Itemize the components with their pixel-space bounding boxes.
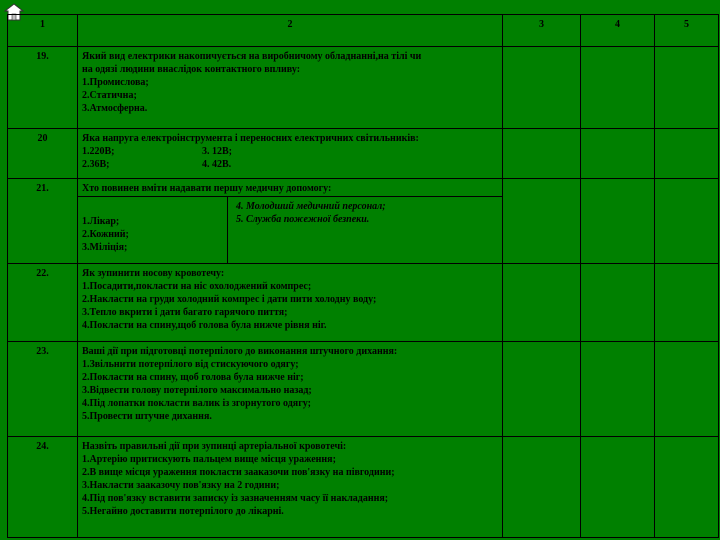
question-line: Яка напруга електроінструмента і переносних електричних світильників: [82, 133, 419, 144]
answer-option: 3.Атмосферна. [82, 103, 148, 114]
question-row-23 [8, 342, 719, 437]
question-line: Ваші дії при підготовці потерпілого до виконання штучного дихання: [82, 346, 398, 357]
header-col-3: 3 [503, 15, 581, 47]
question-text [78, 342, 503, 437]
answer-option: 3.Тепло вкрити і дати багато гарячого пиття; [82, 307, 288, 318]
question-number: 22. [8, 264, 78, 342]
answer-cell-3[interactable] [503, 47, 581, 129]
question-row-24 [8, 437, 719, 538]
answer-cell-5[interactable] [655, 179, 719, 264]
question-text [78, 264, 503, 342]
answer-cell-5[interactable] [655, 264, 719, 342]
question-line: Який вид електрики накопичується на виробничому обладнанні,на тілі чи [82, 51, 422, 62]
answer-option: 1.Артерію притискують пальцем вище місця ураження; [82, 454, 336, 465]
question-number: 20 [8, 129, 78, 179]
answer-option: 4.Покласти на спину,щоб голова була нижче рівня ніг. [82, 320, 327, 331]
answer-option: 2.36В; [82, 159, 110, 170]
answer-option: 2.Накласти на груди холодний компрес і дати пити холодну воду; [82, 294, 377, 305]
answer-option: 2.Кожний; [82, 229, 129, 240]
answer-option: 1.Посадити,покласти на ніс охолоджений компрес; [82, 281, 312, 292]
answer-cell-3[interactable] [503, 179, 581, 264]
header-col-4: 4 [581, 15, 655, 47]
answer-option: 5.Негайно доставити потерпілого до лікарні. [82, 506, 284, 517]
question-line: Як зупинити носову кровотечу: [82, 268, 225, 279]
question-row-20 [8, 129, 719, 179]
answer-option: 1.Промислова; [82, 77, 149, 88]
answer-option: 3.Міліція; [82, 242, 128, 253]
answer-cell-5[interactable] [655, 437, 719, 538]
answer-cell-3[interactable] [503, 437, 581, 538]
answer-cell-4[interactable] [581, 437, 655, 538]
question-text [78, 129, 503, 179]
answer-option: 1.Лікар; [82, 216, 120, 227]
answer-option: 2.Покласти на спину, щоб голова була нижче ніг; [82, 372, 304, 383]
header-col-1: 1 [8, 15, 78, 47]
answer-cell-3[interactable] [503, 264, 581, 342]
question-text [78, 437, 503, 538]
answer-cell-5[interactable] [655, 342, 719, 437]
answer-option: 4.Під пов'язку вставити записку із зазначенням часу її накладання; [82, 493, 389, 504]
answer-option: 1.220В; [82, 146, 115, 157]
answer-option: 4.Під лопатки покласти валик із згорнутого одягу; [82, 398, 311, 409]
question-number: 21. [8, 179, 78, 264]
question-number: 19. [8, 47, 78, 129]
answer-cell-3[interactable] [503, 342, 581, 437]
question-number: 23. [8, 342, 78, 437]
answer-option: 4. 42В. [202, 159, 232, 170]
answer-option: 3. 12В; [202, 146, 232, 157]
question-row-21 [8, 179, 719, 264]
answer-option: 3.Накласти зааказочу пов'язку на 2 години; [82, 480, 280, 491]
question-text [78, 179, 503, 264]
answer-cell-5[interactable] [655, 47, 719, 129]
header-row [8, 15, 719, 47]
answer-option: 5. Служба пожежної безпеки. [236, 214, 370, 225]
answer-cell-4[interactable] [581, 179, 655, 264]
question-text [78, 47, 503, 129]
question-line: на одязі людини внаслідок контактного впливу: [82, 64, 301, 75]
answer-cell-4[interactable] [581, 47, 655, 129]
answer-cell-4[interactable] [581, 264, 655, 342]
answer-cell-5[interactable] [655, 129, 719, 179]
header-col-2: 2 [78, 15, 503, 47]
header-col-5: 5 [655, 15, 719, 47]
question-line: Назвіть правильні дії при зупинці артеріальної кровотечі: [82, 441, 347, 452]
answer-cell-3[interactable] [503, 129, 581, 179]
answer-option: 4. Молодший медичний персонал; [236, 201, 386, 212]
answer-option: 5.Провести штучне дихання. [82, 411, 212, 422]
answer-cell-4[interactable] [581, 129, 655, 179]
question-row-22 [8, 264, 719, 342]
answer-option: 1.Звільнити потерпілого від стискуючого одягу; [82, 359, 299, 370]
test-table [7, 14, 719, 538]
question-number: 24. [8, 437, 78, 538]
question-row-19 [8, 47, 719, 129]
question-line: Хто повинен вміти надавати першу медичну допомогу: [78, 179, 502, 197]
answer-cell-4[interactable] [581, 342, 655, 437]
answer-option: 3.Відвести голову потерпілого максимально назад; [82, 385, 312, 396]
answer-option: 2.В вище місця ураження покласти зааказочи пов'язку на півгодини; [82, 467, 395, 478]
answer-option: 2.Статична; [82, 90, 137, 101]
